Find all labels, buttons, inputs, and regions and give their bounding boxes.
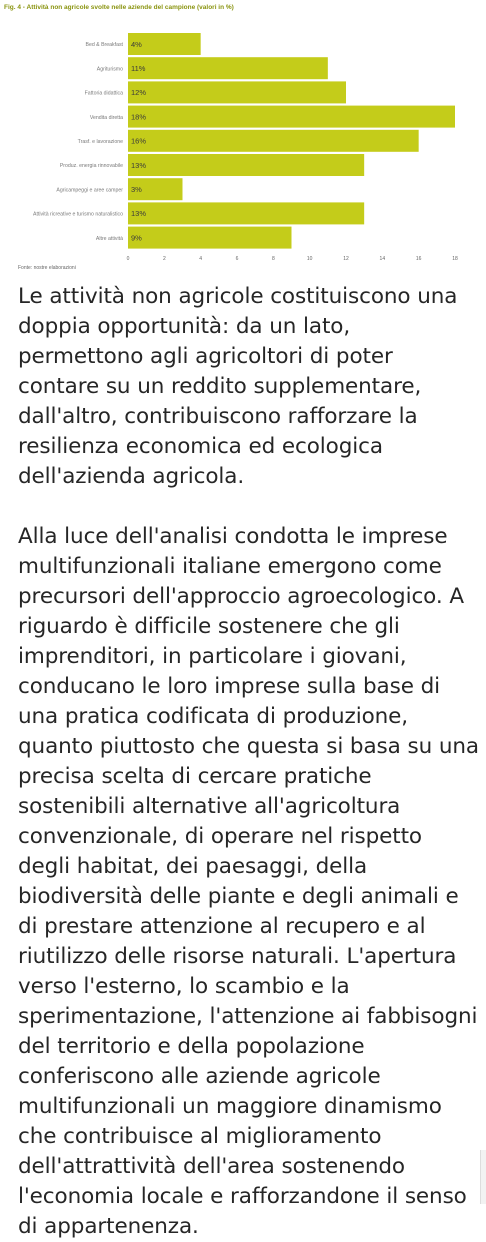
article-body (18, 282, 480, 1242)
category-label: Agriturismo (96, 66, 123, 73)
category-label: Altre attività (95, 235, 123, 242)
category-label: Trasf. e lavorazione (77, 139, 123, 145)
adjacent-page-edge (480, 1150, 486, 1204)
category-label: Bed & Breakfast (85, 42, 123, 49)
x-tick-label: 6 (235, 256, 239, 262)
data-label: 13% (131, 209, 147, 219)
category-label: Vendita diretta (89, 114, 123, 121)
data-label: 13% (131, 160, 147, 170)
data-label: 18% (131, 112, 147, 122)
x-tick-label: 8 (271, 256, 275, 262)
paragraph-1: Le attività non agricole costituiscono una doppia opportunità: da un lato, permettono agli agricoltori di poter contare su un reddito supplementare, dall'altro, contribuiscono rafforzare la resilienza economica ed ecologica dell'azienda agricola. (18, 284, 458, 489)
bar (128, 154, 364, 176)
data-label: 9% (131, 233, 142, 243)
x-tick-label: 14 (379, 256, 386, 262)
category-label: Fattoria didattica (84, 90, 123, 97)
data-label: 11% (131, 64, 146, 73)
figure (0, 0, 486, 280)
bar (128, 202, 364, 224)
bar (128, 106, 455, 128)
x-tick-label: 10 (306, 256, 313, 262)
chart-title: Fig. 4 - Attività non agricole svolte nelle aziende del campione (valori in %) (4, 4, 234, 11)
category-label: Produz. energia rinnovabile (59, 163, 123, 170)
chart-source: Fonte: nostre elaborazioni (18, 265, 76, 271)
data-label: 16% (131, 136, 147, 146)
bar-chart (0, 0, 486, 280)
data-label: 3% (131, 185, 142, 194)
x-tick-label: 12 (343, 256, 349, 262)
category-label: Attività ricreative e turismo naturalistico (33, 211, 123, 218)
bar (128, 57, 328, 79)
bar (128, 130, 419, 152)
x-tick-label: 18 (452, 256, 458, 262)
x-tick-label: 16 (415, 256, 422, 262)
category-label: Agricampeggi e aree camper (56, 187, 123, 194)
data-label: 12% (131, 88, 147, 98)
x-tick-label: 2 (162, 256, 166, 262)
data-label: 4% (131, 39, 142, 49)
paragraph-2: Alla luce dell'analisi condotta le imprese multifunzionali italiane emergono come precursori dell'approccio agroecologico. A riguardo è difficile sostenere che gli imprenditori, in particolare i giovani, conducano le loro imprese sulla base di una pratica codificata di produzione, quanto piuttosto che questa si basa su una precisa scelta di cercare pratiche sostenibili alternative all'agricoltura convenzionale, di operare nel rispetto degli habitat, dei paesaggi, della biodiversità delle piante e degli animali e di prestare attenzione al recupero e al riutilizzo delle risorse naturali. L'apertura verso l'esterno, lo scambio e la sperimentazione, l'attenzione ai fabbisogni del territorio e della popolazione conferiscono alle aziende agricole multifunzionali un maggiore dinamismo che contribuisce al miglioramento dell'attrattività dell'area sostenendo l'economia locale e rafforzandone il senso di appartenenza. (18, 524, 479, 1239)
bar (128, 227, 292, 249)
x-tick-label: 4 (199, 256, 203, 262)
x-tick-label: 0 (126, 256, 130, 262)
bar (128, 81, 346, 103)
